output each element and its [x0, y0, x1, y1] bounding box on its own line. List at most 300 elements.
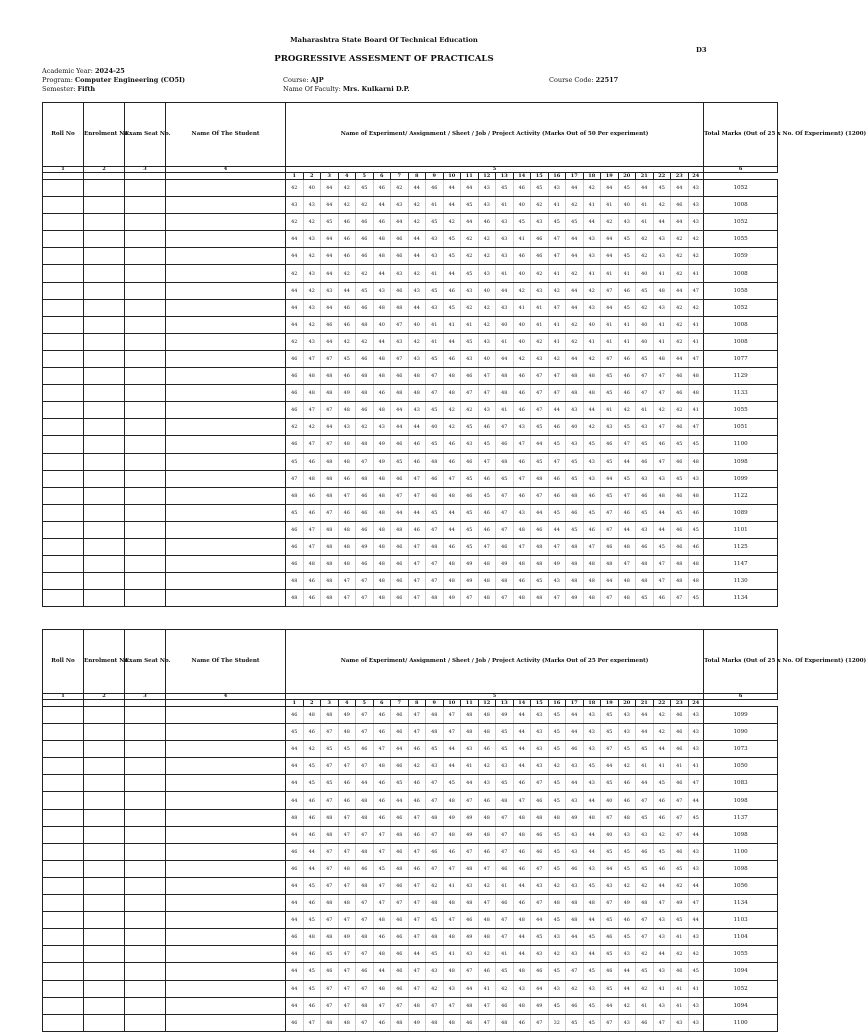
mark-cell: 48	[513, 997, 531, 1014]
mark-cell: 40	[303, 180, 321, 197]
mark-cell: 47	[321, 860, 339, 877]
mark-cell: 45	[601, 980, 619, 997]
mark-cell: 45	[391, 453, 409, 470]
student-name-cell	[166, 350, 286, 367]
mark-cell: 48	[391, 385, 409, 402]
mark-cell: 44	[566, 180, 584, 197]
mark-cell: 48	[338, 860, 356, 877]
mark-cell: 44	[321, 419, 339, 436]
mark-cell: 47	[531, 385, 549, 402]
mark-cell: 48	[321, 368, 339, 385]
mark-cell: 43	[513, 419, 531, 436]
mark-cell: 48	[373, 521, 391, 538]
total-marks-cell: 1099	[704, 707, 778, 724]
mark-cell: 46	[496, 538, 514, 555]
mark-cell: 45	[496, 180, 514, 197]
mark-cell: 45	[321, 775, 339, 792]
mark-cell: 44	[321, 299, 339, 316]
mark-cell: 42	[391, 180, 409, 197]
mark-cell: 46	[391, 843, 409, 860]
mark-cell: 47	[321, 912, 339, 929]
mark-cell: 48	[583, 556, 601, 573]
mark-cell: 46	[373, 724, 391, 741]
mark-cell: 43	[618, 724, 636, 741]
mark-cell: 40	[426, 419, 444, 436]
mark-cell: 44	[321, 197, 339, 214]
enrolment-no-cell	[84, 946, 125, 963]
roll-no-cell	[43, 333, 84, 350]
mark-cell: 42	[286, 265, 304, 282]
table-row	[43, 946, 778, 963]
marks-table-2	[42, 629, 866, 1032]
mark-cell: 48	[513, 963, 531, 980]
enrolment-no-cell	[84, 333, 125, 350]
student-name-cell	[166, 929, 286, 946]
experiment-number: 7	[391, 173, 409, 180]
mark-cell: 43	[321, 282, 339, 299]
mark-cell: 44	[408, 504, 426, 521]
mark-cell: 44	[618, 521, 636, 538]
mark-cell: 44	[391, 741, 409, 758]
mark-cell: 46	[426, 180, 444, 197]
student-name-cell	[166, 368, 286, 385]
mark-cell: 45	[671, 504, 689, 521]
mark-cell: 48	[373, 402, 391, 419]
mark-cell: 47	[408, 980, 426, 997]
student-name-cell	[166, 573, 286, 590]
mark-cell: 47	[531, 860, 549, 877]
mark-cell: 44	[286, 775, 304, 792]
mark-cell: 42	[303, 419, 321, 436]
mark-cell: 48	[338, 1014, 356, 1031]
mark-cell: 49	[408, 1014, 426, 1031]
mark-cell: 42	[356, 419, 374, 436]
mark-cell: 43	[426, 299, 444, 316]
exam-seat-no-cell	[125, 316, 166, 333]
mark-cell: 43	[618, 214, 636, 231]
mark-cell: 48	[583, 895, 601, 912]
mark-cell: 48	[303, 707, 321, 724]
mark-cell: 46	[618, 792, 636, 809]
mark-cell: 41	[496, 265, 514, 282]
mark-cell: 42	[653, 197, 671, 214]
exam-seat-no-cell	[125, 470, 166, 487]
mark-cell: 40	[513, 316, 531, 333]
mark-cell: 47	[426, 826, 444, 843]
table-row	[43, 843, 778, 860]
exam-seat-no-cell	[125, 248, 166, 265]
mark-cell: 41	[513, 299, 531, 316]
mark-cell: 40	[636, 333, 654, 350]
mark-cell: 47	[408, 470, 426, 487]
mark-cell: 48	[653, 350, 671, 367]
mark-cell: 41	[688, 758, 704, 775]
mark-cell: 45	[461, 470, 479, 487]
mark-cell: 46	[461, 368, 479, 385]
mark-cell: 47	[338, 963, 356, 980]
mark-cell: 42	[548, 350, 566, 367]
mark-cell: 47	[583, 538, 601, 555]
page-title: PROGRESSIVE ASSESMENT OF PRACTICALS	[274, 54, 494, 64]
mark-cell: 44	[566, 231, 584, 248]
enrolment-no-cell	[84, 997, 125, 1014]
mark-cell: 43	[531, 877, 549, 894]
mark-cell: 43	[583, 707, 601, 724]
mark-cell: 46	[671, 707, 689, 724]
mark-cell: 46	[303, 453, 321, 470]
faculty-value: Mrs. Kulkarni D.P.	[342, 85, 410, 93]
mark-cell: 46	[286, 556, 304, 573]
mark-cell: 43	[478, 333, 496, 350]
mark-cell: 47	[426, 521, 444, 538]
mark-cell: 43	[496, 299, 514, 316]
enrolment-no-cell	[84, 980, 125, 997]
mark-cell: 46	[653, 436, 671, 453]
mark-cell: 48	[688, 385, 704, 402]
mark-cell: 47	[373, 895, 391, 912]
mark-cell: 42	[408, 197, 426, 214]
mark-cell: 47	[356, 946, 374, 963]
mark-cell: 48	[478, 929, 496, 946]
experiment-number: 4	[338, 173, 356, 180]
experiment-number: 13	[496, 700, 514, 707]
student-name-cell	[166, 521, 286, 538]
mark-cell: 46	[513, 453, 531, 470]
mark-cell: 48	[531, 809, 549, 826]
mark-cell: 47	[688, 775, 704, 792]
mark-cell: 41	[671, 980, 689, 997]
mark-cell: 42	[338, 333, 356, 350]
mark-cell: 43	[408, 350, 426, 367]
total-marks-cell: 1133	[704, 385, 778, 402]
mark-cell: 48	[478, 556, 496, 573]
mark-cell: 45	[548, 792, 566, 809]
mark-cell: 47	[338, 997, 356, 1014]
mark-cell: 45	[636, 282, 654, 299]
mark-cell: 44	[408, 299, 426, 316]
mark-cell: 41	[601, 316, 619, 333]
mark-cell: 44	[286, 980, 304, 997]
mark-cell: 47	[478, 895, 496, 912]
mark-cell: 45	[426, 402, 444, 419]
roll-no-cell	[43, 877, 84, 894]
mark-cell: 46	[566, 741, 584, 758]
mark-cell: 46	[583, 487, 601, 504]
mark-cell: 43	[653, 929, 671, 946]
table-row	[43, 775, 778, 792]
mark-cell: 46	[286, 1014, 304, 1031]
mark-cell: 47	[286, 470, 304, 487]
mark-cell: 45	[636, 504, 654, 521]
mark-cell: 47	[478, 368, 496, 385]
mark-cell: 49	[373, 453, 391, 470]
mark-cell: 46	[286, 350, 304, 367]
table-row	[43, 248, 778, 265]
mark-cell: 44	[408, 231, 426, 248]
mark-cell: 42	[688, 946, 704, 963]
mark-cell: 47	[653, 385, 671, 402]
mark-cell: 48	[391, 826, 409, 843]
student-name-cell	[166, 333, 286, 350]
mark-cell: 49	[443, 590, 461, 607]
mark-cell: 48	[373, 504, 391, 521]
mark-cell: 45	[548, 843, 566, 860]
mark-cell: 47	[338, 487, 356, 504]
mark-cell: 46	[478, 741, 496, 758]
exam-seat-no-cell	[125, 912, 166, 929]
mark-cell: 46	[531, 792, 549, 809]
mark-cell: 45	[636, 963, 654, 980]
mark-cell: 46	[513, 368, 531, 385]
mark-cell: 46	[338, 470, 356, 487]
mark-cell: 48	[391, 521, 409, 538]
roll-no-cell	[43, 265, 84, 282]
course-code	[549, 76, 618, 84]
mark-cell: 43	[478, 775, 496, 792]
mark-cell: 47	[303, 402, 321, 419]
roll-no-cell	[43, 826, 84, 843]
mark-cell: 47	[496, 487, 514, 504]
mark-cell: 47	[496, 590, 514, 607]
exam-seat-no-cell	[125, 368, 166, 385]
enrolment-no-cell	[84, 487, 125, 504]
enrolment-no-cell	[84, 724, 125, 741]
mark-cell: 44	[566, 350, 584, 367]
mark-cell: 46	[618, 350, 636, 367]
mark-cell: 41	[548, 197, 566, 214]
mark-cell: 45	[443, 248, 461, 265]
mark-cell: 48	[373, 556, 391, 573]
mark-cell: 47	[548, 368, 566, 385]
mark-cell: 46	[531, 963, 549, 980]
exam-seat-no-cell	[125, 895, 166, 912]
table-row	[43, 1014, 778, 1031]
mark-cell: 48	[443, 385, 461, 402]
mark-cell: 46	[303, 997, 321, 1014]
mark-cell: 45	[548, 436, 566, 453]
mark-cell: 43	[531, 707, 549, 724]
mark-cell: 42	[688, 231, 704, 248]
student-name-cell	[166, 487, 286, 504]
mark-cell: 47	[478, 1014, 496, 1031]
mark-cell: 41	[601, 197, 619, 214]
mark-cell: 46	[391, 573, 409, 590]
mark-cell: 49	[531, 997, 549, 1014]
exam-seat-no-cell	[125, 436, 166, 453]
mark-cell: 46	[286, 929, 304, 946]
student-name-cell	[166, 758, 286, 775]
mark-cell: 44	[286, 758, 304, 775]
mark-cell: 48	[356, 997, 374, 1014]
mark-cell: 46	[391, 980, 409, 997]
mark-cell: 47	[496, 504, 514, 521]
mark-cell: 47	[426, 997, 444, 1014]
mark-cell: 48	[373, 946, 391, 963]
mark-cell: 47	[601, 504, 619, 521]
mark-cell: 43	[531, 946, 549, 963]
mark-cell: 45	[548, 707, 566, 724]
experiment-number: 24	[688, 700, 704, 707]
mark-cell: 47	[303, 538, 321, 555]
mark-cell: 45	[601, 843, 619, 860]
table-row	[43, 521, 778, 538]
mark-cell: 44	[321, 231, 339, 248]
mark-cell: 47	[408, 877, 426, 894]
column-number: 5	[286, 694, 704, 700]
mark-cell: 48	[461, 707, 479, 724]
mark-cell: 46	[408, 436, 426, 453]
student-name-cell	[166, 419, 286, 436]
mark-cell: 46	[286, 385, 304, 402]
mark-cell: 47	[426, 860, 444, 877]
mark-cell: 42	[303, 214, 321, 231]
mark-cell: 48	[356, 809, 374, 826]
mark-cell: 46	[636, 487, 654, 504]
mark-cell: 48	[286, 590, 304, 607]
mark-cell: 41	[478, 980, 496, 997]
mark-cell: 48	[443, 792, 461, 809]
mark-cell: 43	[583, 248, 601, 265]
mark-cell: 45	[618, 470, 636, 487]
mark-cell: 46	[356, 487, 374, 504]
mark-cell: 47	[461, 792, 479, 809]
mark-cell: 48	[321, 895, 339, 912]
mark-cell: 44	[583, 843, 601, 860]
exam-seat-no-cell	[125, 214, 166, 231]
mark-cell: 47	[653, 556, 671, 573]
enrolment-no-cell	[84, 521, 125, 538]
mark-cell: 46	[461, 487, 479, 504]
exam-seat-no-cell	[125, 980, 166, 997]
mark-cell: 47	[408, 590, 426, 607]
mark-cell: 43	[303, 333, 321, 350]
experiment-number: 5	[356, 700, 374, 707]
mark-cell: 46	[356, 504, 374, 521]
student-name-cell	[166, 809, 286, 826]
enrolment-no-cell	[84, 741, 125, 758]
mark-cell: 48	[356, 385, 374, 402]
mark-cell: 47	[496, 843, 514, 860]
experiment-number: 24	[688, 173, 704, 180]
mark-cell: 43	[531, 741, 549, 758]
mark-cell: 44	[513, 707, 531, 724]
mark-cell: 42	[688, 299, 704, 316]
mark-cell: 43	[688, 180, 704, 197]
mark-cell: 44	[356, 775, 374, 792]
mark-cell: 44	[303, 860, 321, 877]
table-row	[43, 368, 778, 385]
mark-cell: 45	[583, 436, 601, 453]
mark-cell: 45	[461, 265, 479, 282]
mark-cell: 47	[338, 912, 356, 929]
mark-cell: 44	[566, 299, 584, 316]
mark-cell: 44	[671, 350, 689, 367]
mark-cell: 47	[373, 843, 391, 860]
mark-cell: 48	[461, 997, 479, 1014]
column-number: 6	[704, 694, 778, 700]
mark-cell: 47	[373, 826, 391, 843]
mark-cell: 48	[636, 573, 654, 590]
mark-cell: 45	[531, 180, 549, 197]
mark-cell: 46	[443, 282, 461, 299]
roll-no-cell	[43, 504, 84, 521]
table-row	[43, 385, 778, 402]
total-marks-cell: 1098	[704, 826, 778, 843]
mark-cell: 43	[461, 282, 479, 299]
mark-cell: 48	[566, 912, 584, 929]
mark-cell: 46	[373, 385, 391, 402]
mark-cell: 44	[601, 248, 619, 265]
mark-cell: 48	[443, 895, 461, 912]
mark-cell: 46	[373, 775, 391, 792]
mark-cell: 43	[671, 1014, 689, 1031]
mark-cell: 45	[531, 453, 549, 470]
enrolment-no-cell	[84, 929, 125, 946]
mark-cell: 45	[443, 231, 461, 248]
mark-cell: 48	[286, 809, 304, 826]
enrolment-no-cell	[84, 402, 125, 419]
experiment-number: 2	[303, 700, 321, 707]
exam-seat-no-cell	[125, 333, 166, 350]
mark-cell: 44	[636, 180, 654, 197]
mark-cell: 48	[688, 453, 704, 470]
mark-cell: 45	[636, 436, 654, 453]
mark-cell: 48	[531, 590, 549, 607]
mark-cell: 42	[618, 402, 636, 419]
mark-cell: 45	[566, 453, 584, 470]
mark-cell: 46	[531, 231, 549, 248]
mark-cell: 43	[461, 436, 479, 453]
mark-cell: 42	[478, 877, 496, 894]
mark-cell: 43	[496, 758, 514, 775]
table-row	[43, 792, 778, 809]
mark-cell: 43	[688, 724, 704, 741]
mark-cell: 44	[408, 419, 426, 436]
total-marks-cell: 1094	[704, 997, 778, 1014]
mark-cell: 48	[338, 521, 356, 538]
mark-cell: 46	[513, 843, 531, 860]
student-name-cell	[166, 707, 286, 724]
table-row	[43, 419, 778, 436]
mark-cell: 46	[618, 368, 636, 385]
mark-cell: 46	[303, 724, 321, 741]
mark-cell: 42	[338, 180, 356, 197]
mark-cell: 42	[478, 316, 496, 333]
roll-no-cell	[43, 980, 84, 997]
mark-cell: 46	[286, 436, 304, 453]
mark-cell: 48	[373, 573, 391, 590]
roll-no-cell	[43, 895, 84, 912]
mark-cell: 47	[356, 453, 374, 470]
mark-cell: 43	[636, 470, 654, 487]
mark-cell: 43	[478, 265, 496, 282]
mark-cell: 45	[356, 180, 374, 197]
mark-cell: 44	[513, 724, 531, 741]
mark-cell: 48	[601, 556, 619, 573]
roll-no-cell	[43, 775, 84, 792]
mark-cell: 47	[548, 590, 566, 607]
mark-cell: 43	[566, 436, 584, 453]
mark-cell: 47	[601, 282, 619, 299]
mark-cell: 48	[478, 707, 496, 724]
mark-cell: 43	[688, 997, 704, 1014]
mark-cell: 48	[373, 590, 391, 607]
mark-cell: 46	[286, 538, 304, 555]
mark-cell: 47	[408, 963, 426, 980]
mark-cell: 42	[636, 248, 654, 265]
mark-cell: 43	[303, 231, 321, 248]
mark-cell: 48	[443, 556, 461, 573]
